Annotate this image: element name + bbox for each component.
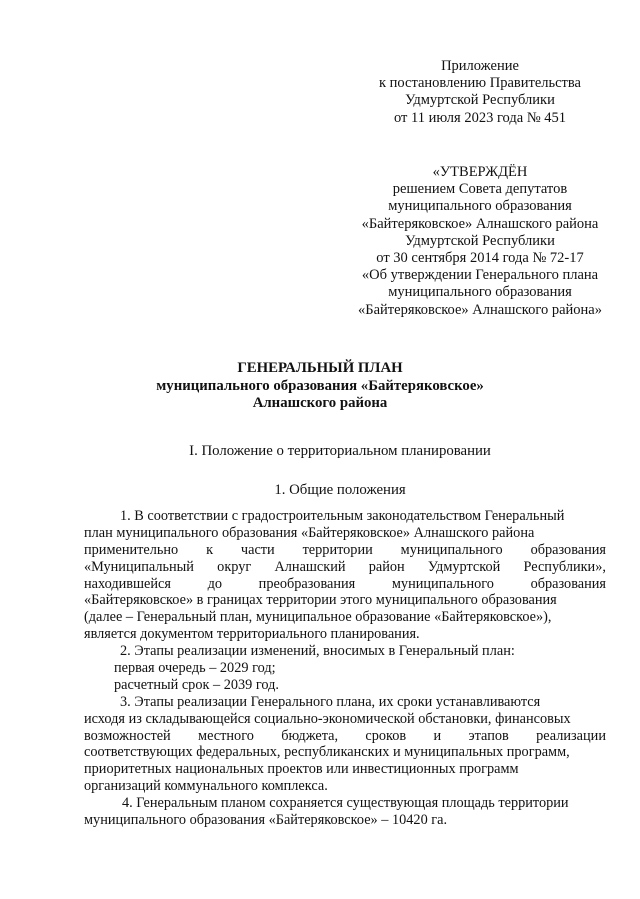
- paragraph-4-line: 4. Генеральным планом сохраняется существующая площадь территории: [122, 795, 569, 812]
- appendix-line: к постановлению Правительства: [379, 75, 581, 92]
- approval-line: решением Совета депутатов: [392, 181, 568, 198]
- word: Республики»,: [523, 558, 606, 575]
- paragraph-1-line: «Байтеряковское» в границах территории этого муниципального образования: [84, 592, 557, 609]
- paragraph-3-line: организаций коммунального комплекса.: [84, 778, 328, 795]
- paragraph-1-line: [84, 559, 606, 576]
- section-heading: I. Положение о территориальном планировании: [189, 443, 491, 459]
- word: этапов: [468, 727, 509, 744]
- paragraph-2-line: 2. Этапы реализации изменений, вносимых в Генеральный план:: [120, 643, 515, 660]
- approval-line: «Байтеряковское» Алнашского района»: [358, 301, 602, 318]
- paragraph-1-line: является документом территориального планирования.: [84, 626, 420, 643]
- paragraph-2-line: первая очередь – 2029 год;: [114, 660, 276, 677]
- word: муниципального: [391, 575, 494, 592]
- title-line: муниципального образования «Байтеряковское»: [156, 377, 484, 394]
- paragraph-1-line: [84, 542, 606, 559]
- paragraph-2-line: расчетный срок – 2039 год.: [114, 676, 279, 693]
- title-line: Алнашского района: [252, 395, 388, 411]
- word: образования: [530, 541, 606, 558]
- approval-line: Удмуртской Республики: [405, 232, 555, 249]
- paragraph-1-line: [84, 576, 606, 593]
- text-run: 1. В соответствии с градостроительным законодательством Генеральный: [120, 508, 565, 524]
- subsection-heading: 1. Общие положения: [274, 482, 406, 498]
- approval-line: муниципального образования: [388, 198, 572, 215]
- appendix-line: от 11 июля 2023 года № 451: [393, 109, 567, 126]
- approval-line: «Об утверждении Генерального плана: [361, 267, 599, 284]
- word: муниципального: [400, 541, 503, 558]
- approval-line: от 30 сентября 2014 года № 72-17: [376, 250, 584, 267]
- word: «Муниципальный: [84, 558, 194, 575]
- paragraph-1-line: (далее – Генеральный план, муниципальное образование «Байтеряковское»),: [84, 609, 552, 626]
- word: реализации: [536, 727, 606, 744]
- word: до: [207, 575, 223, 592]
- paragraph-4-line: муниципального образования «Байтеряковское» – 10420 га.: [84, 812, 448, 829]
- approval-line: муниципального образования: [388, 284, 572, 301]
- word: преобразования: [258, 575, 356, 592]
- paragraph-3-line: исходя из складывающейся социально-экономической обстановки, финансовых: [84, 710, 571, 727]
- paragraph-1-line: план муниципального образования «Байтеряковское» Алнашского района: [84, 524, 535, 541]
- word: местного: [198, 727, 254, 744]
- approval-stamp-block: [345, 164, 615, 319]
- word: и: [433, 727, 442, 744]
- word: Алнашский: [274, 558, 346, 575]
- paragraph-1-line: [84, 508, 606, 525]
- word: территории: [302, 541, 373, 558]
- paragraph-3-line: приоритетных национальных проектов или инвестиционных программ: [84, 761, 519, 778]
- word: находившейся: [84, 575, 171, 592]
- document-title: [100, 360, 540, 413]
- appendix-line: Удмуртской Республики: [405, 92, 555, 109]
- word: сроков: [365, 727, 407, 744]
- title-line: ГЕНЕРАЛЬНЫЙ ПЛАН: [237, 360, 403, 376]
- paragraph-3-line: соответствующих федеральных, республиканских и муниципальных программ,: [84, 744, 570, 761]
- paragraph-3-line: [84, 728, 606, 745]
- appendix-line: Приложение: [441, 58, 519, 74]
- word: округ: [217, 558, 252, 575]
- approval-line: «Байтеряковское» Алнашского района: [361, 215, 599, 232]
- word: район: [368, 558, 405, 575]
- word: к: [206, 541, 214, 558]
- word: бюджета,: [281, 727, 339, 744]
- document-body: [84, 508, 606, 829]
- word: части: [240, 541, 275, 558]
- approval-line: «УТВЕРЖДЁН: [432, 164, 528, 180]
- word: применительно: [84, 541, 179, 558]
- word: образования: [530, 575, 606, 592]
- appendix-header: [360, 58, 600, 127]
- paragraph-3-line: 3. Этапы реализации Генерального плана, их сроки устанавливаются: [120, 693, 541, 710]
- word: возможностей: [84, 727, 171, 744]
- word: Удмуртской: [427, 558, 501, 575]
